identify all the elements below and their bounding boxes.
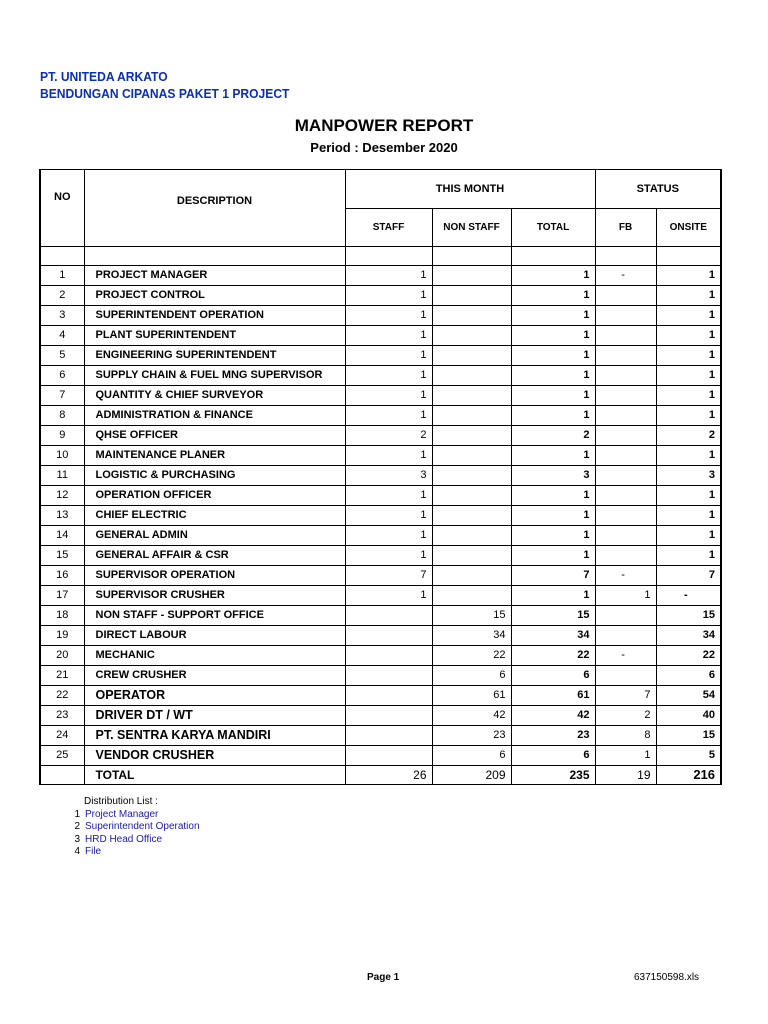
- row-total: 6: [511, 666, 595, 686]
- row-total: 23: [511, 726, 595, 746]
- row-description: QHSE OFFICER: [84, 426, 345, 446]
- row-no: 12: [40, 486, 84, 506]
- row-description: SUPERINTENDENT OPERATION: [84, 306, 345, 326]
- row-non-staff: [432, 266, 511, 286]
- row-no: 9: [40, 426, 84, 446]
- distribution-item-label: HRD Head Office: [85, 833, 163, 845]
- row-total: 1: [511, 406, 595, 426]
- table-row: [40, 626, 721, 646]
- distribution-list: [60, 796, 200, 859]
- row-onsite: 1: [656, 366, 721, 386]
- row-description: MECHANIC: [84, 646, 345, 666]
- row-onsite: 1: [656, 326, 721, 346]
- row-total: 1: [511, 286, 595, 306]
- row-staff: 1: [345, 286, 432, 306]
- header-row-1: [40, 170, 721, 209]
- row-non-staff: 22: [432, 646, 511, 666]
- project-name: BENDUNGAN CIPANAS PAKET 1 PROJECT: [40, 86, 290, 101]
- row-no: 7: [40, 386, 84, 406]
- total-total: 235: [511, 766, 595, 785]
- row-non-staff: [432, 526, 511, 546]
- row-staff: 1: [345, 506, 432, 526]
- row-non-staff: [432, 506, 511, 526]
- report-title: MANPOWER REPORT: [294, 116, 474, 135]
- page-number: Page 1: [367, 972, 400, 983]
- col-header-fb: FB: [595, 209, 656, 247]
- row-total: 1: [511, 446, 595, 466]
- row-description: PT. SENTRA KARYA MANDIRI: [84, 726, 345, 746]
- row-no: 8: [40, 406, 84, 426]
- row-staff: 1: [345, 546, 432, 566]
- table-row: [40, 546, 721, 566]
- row-onsite: -: [656, 586, 721, 606]
- row-onsite: 6: [656, 666, 721, 686]
- row-non-staff: 6: [432, 666, 511, 686]
- table-row: [40, 486, 721, 506]
- row-total: 61: [511, 686, 595, 706]
- row-description: GENERAL AFFAIR & CSR: [84, 546, 345, 566]
- row-non-staff: 15: [432, 606, 511, 626]
- row-non-staff: [432, 386, 511, 406]
- total-staff: 26: [345, 766, 432, 785]
- row-no: 1: [40, 266, 84, 286]
- row-onsite: 1: [656, 266, 721, 286]
- row-description: GENERAL ADMIN: [84, 526, 345, 546]
- row-no: 23: [40, 706, 84, 726]
- row-description: MAINTENANCE PLANER: [84, 446, 345, 466]
- table-row: [40, 526, 721, 546]
- row-no: 2: [40, 286, 84, 306]
- row-non-staff: [432, 326, 511, 346]
- row-fb: -: [595, 646, 656, 666]
- row-fb: [595, 326, 656, 346]
- company-header: [40, 68, 289, 102]
- row-fb: [595, 506, 656, 526]
- file-name: 637150598.xls: [634, 972, 700, 983]
- row-description: DIRECT LABOUR: [84, 626, 345, 646]
- row-description: ENGINEERING SUPERINTENDENT: [84, 346, 345, 366]
- total-label: TOTAL: [84, 766, 345, 785]
- row-fb: [595, 286, 656, 306]
- col-header-non-staff: NON STAFF: [432, 209, 511, 247]
- distribution-item-number: 4: [74, 846, 80, 857]
- row-fb: [595, 666, 656, 686]
- row-onsite: 1: [656, 306, 721, 326]
- row-fb: [595, 606, 656, 626]
- table-row: [40, 386, 721, 406]
- row-onsite: 2: [656, 426, 721, 446]
- row-staff: 1: [345, 586, 432, 606]
- distribution-item: [60, 821, 200, 834]
- row-total: 1: [511, 546, 595, 566]
- table-row: [40, 306, 721, 326]
- row-fb: [595, 406, 656, 426]
- row-staff: 3: [345, 466, 432, 486]
- row-staff: [345, 666, 432, 686]
- row-no: 19: [40, 626, 84, 646]
- row-fb: 7: [595, 686, 656, 706]
- row-staff: 1: [345, 366, 432, 386]
- report-period: Period : Desember 2020: [310, 140, 458, 155]
- row-no: 15: [40, 546, 84, 566]
- row-staff: 1: [345, 386, 432, 406]
- row-non-staff: 61: [432, 686, 511, 706]
- row-staff: 1: [345, 526, 432, 546]
- row-fb: -: [595, 566, 656, 586]
- manpower-table: [39, 169, 722, 785]
- row-fb: [595, 526, 656, 546]
- row-description: PLANT SUPERINTENDENT: [84, 326, 345, 346]
- row-total: 7: [511, 566, 595, 586]
- total-no-cell: [40, 766, 84, 785]
- row-onsite: 15: [656, 606, 721, 626]
- row-no: 20: [40, 646, 84, 666]
- table-row: [40, 366, 721, 386]
- row-total: 6: [511, 746, 595, 766]
- col-header-staff: STAFF: [345, 209, 432, 247]
- row-fb: 8: [595, 726, 656, 746]
- row-onsite: 1: [656, 526, 721, 546]
- row-total: 1: [511, 526, 595, 546]
- row-description: PROJECT CONTROL: [84, 286, 345, 306]
- row-staff: 1: [345, 266, 432, 286]
- row-staff: [345, 706, 432, 726]
- row-no: 3: [40, 306, 84, 326]
- distribution-item-number: 3: [74, 833, 80, 845]
- col-header-total: TOTAL: [511, 209, 595, 247]
- row-no: 13: [40, 506, 84, 526]
- row-total: 1: [511, 506, 595, 526]
- row-staff: [345, 746, 432, 766]
- col-header-status: STATUS: [595, 170, 721, 209]
- distribution-item-number: 1: [74, 808, 80, 820]
- row-description: SUPERVISOR CRUSHER: [84, 586, 345, 606]
- row-total: 1: [511, 326, 595, 346]
- distribution-item: [60, 846, 200, 859]
- col-header-description: DESCRIPTION: [84, 170, 345, 247]
- row-non-staff: [432, 486, 511, 506]
- row-total: 42: [511, 706, 595, 726]
- row-onsite: 40: [656, 706, 721, 726]
- distribution-item-label: File: [85, 846, 102, 857]
- row-description: CHIEF ELECTRIC: [84, 506, 345, 526]
- col-header-this-month: THIS MONTH: [345, 170, 595, 209]
- row-staff: 1: [345, 406, 432, 426]
- row-total: 2: [511, 426, 595, 446]
- row-description: DRIVER DT / WT: [84, 706, 345, 726]
- table-row: [40, 406, 721, 426]
- row-total: 1: [511, 266, 595, 286]
- row-fb: [595, 346, 656, 366]
- row-onsite: 1: [656, 486, 721, 506]
- row-no: 10: [40, 446, 84, 466]
- row-fb: [595, 486, 656, 506]
- distribution-item: [60, 809, 200, 822]
- row-non-staff: [432, 286, 511, 306]
- row-fb: [595, 466, 656, 486]
- distribution-heading: Distribution List :: [84, 796, 158, 807]
- row-staff: 7: [345, 566, 432, 586]
- row-total: 1: [511, 386, 595, 406]
- row-non-staff: [432, 366, 511, 386]
- col-header-no: NO: [40, 170, 84, 247]
- distribution-item-label: Superintendent Operation: [85, 821, 200, 832]
- row-fb: [595, 366, 656, 386]
- company-name: PT. UNITEDA ARKATO: [40, 69, 168, 84]
- row-staff: 1: [345, 486, 432, 506]
- table-row: [40, 666, 721, 686]
- table-row: [40, 466, 721, 486]
- row-no: 18: [40, 606, 84, 626]
- table-row: [40, 746, 721, 766]
- row-non-staff: [432, 426, 511, 446]
- row-no: 21: [40, 666, 84, 686]
- row-description: ADMINISTRATION & FINANCE: [84, 406, 345, 426]
- row-no: 22: [40, 686, 84, 706]
- row-description: NON STAFF - SUPPORT OFFICE: [84, 606, 345, 626]
- row-non-staff: 23: [432, 726, 511, 746]
- table-row: [40, 586, 721, 606]
- row-staff: 1: [345, 346, 432, 366]
- row-no: 14: [40, 526, 84, 546]
- row-staff: 1: [345, 306, 432, 326]
- row-no: 11: [40, 466, 84, 486]
- row-no: 25: [40, 746, 84, 766]
- row-no: 6: [40, 366, 84, 386]
- table-row: [40, 346, 721, 366]
- row-description: OPERATOR: [84, 686, 345, 706]
- row-staff: 1: [345, 326, 432, 346]
- row-onsite: 1: [656, 346, 721, 366]
- row-staff: [345, 606, 432, 626]
- row-onsite: 15: [656, 726, 721, 746]
- table-row: [40, 706, 721, 726]
- row-onsite: 1: [656, 506, 721, 526]
- row-total: 34: [511, 626, 595, 646]
- row-no: 17: [40, 586, 84, 606]
- row-description: OPERATION OFFICER: [84, 486, 345, 506]
- row-description: SUPPLY CHAIN & FUEL MNG SUPERVISOR: [84, 366, 345, 386]
- row-onsite: 1: [656, 546, 721, 566]
- table-row: [40, 506, 721, 526]
- row-total: 15: [511, 606, 595, 626]
- row-description: CREW CRUSHER: [84, 666, 345, 686]
- total-fb: 19: [595, 766, 656, 785]
- row-fb: [595, 386, 656, 406]
- table-row: [40, 426, 721, 446]
- row-staff: [345, 646, 432, 666]
- row-onsite: 7: [656, 566, 721, 586]
- distribution-item: [60, 834, 200, 847]
- row-onsite: 54: [656, 686, 721, 706]
- row-description: PROJECT MANAGER: [84, 266, 345, 286]
- row-no: 16: [40, 566, 84, 586]
- col-header-onsite: ONSITE: [656, 209, 721, 247]
- table-row: [40, 606, 721, 626]
- table-row: [40, 566, 721, 586]
- distribution-item-label: Project Manager: [85, 808, 159, 820]
- row-onsite: 1: [656, 406, 721, 426]
- row-onsite: 22: [656, 646, 721, 666]
- row-non-staff: 6: [432, 746, 511, 766]
- row-non-staff: [432, 446, 511, 466]
- row-staff: [345, 626, 432, 646]
- row-fb: [595, 546, 656, 566]
- row-description: VENDOR CRUSHER: [84, 746, 345, 766]
- total-non-staff: 209: [432, 766, 511, 785]
- row-non-staff: 34: [432, 626, 511, 646]
- row-onsite: 3: [656, 466, 721, 486]
- row-onsite: 34: [656, 626, 721, 646]
- row-non-staff: 42: [432, 706, 511, 726]
- row-non-staff: [432, 566, 511, 586]
- row-total: 1: [511, 346, 595, 366]
- row-total: 3: [511, 466, 595, 486]
- row-non-staff: [432, 406, 511, 426]
- row-description: QUANTITY & CHIEF SURVEYOR: [84, 386, 345, 406]
- row-non-staff: [432, 466, 511, 486]
- table-row: [40, 446, 721, 466]
- table-row: [40, 266, 721, 286]
- table-row: [40, 286, 721, 306]
- row-non-staff: [432, 546, 511, 566]
- row-onsite: 1: [656, 386, 721, 406]
- row-non-staff: [432, 306, 511, 326]
- row-fb: 1: [595, 586, 656, 606]
- total-onsite: 216: [656, 766, 721, 785]
- row-non-staff: [432, 346, 511, 366]
- row-fb: [595, 626, 656, 646]
- row-non-staff: [432, 586, 511, 606]
- row-total: 1: [511, 306, 595, 326]
- row-onsite: 1: [656, 286, 721, 306]
- row-total: 22: [511, 646, 595, 666]
- row-no: 24: [40, 726, 84, 746]
- row-fb: [595, 446, 656, 466]
- row-total: 1: [511, 486, 595, 506]
- table-row: [40, 686, 721, 706]
- table-row: [40, 326, 721, 346]
- row-fb: [595, 306, 656, 326]
- row-staff: [345, 726, 432, 746]
- row-total: 1: [511, 586, 595, 606]
- spacer-row: [40, 247, 721, 266]
- row-onsite: 5: [656, 746, 721, 766]
- row-description: LOGISTIC & PURCHASING: [84, 466, 345, 486]
- row-staff: 1: [345, 446, 432, 466]
- row-fb: 1: [595, 746, 656, 766]
- row-fb: 2: [595, 706, 656, 726]
- row-onsite: 1: [656, 446, 721, 466]
- row-fb: -: [595, 266, 656, 286]
- row-description: SUPERVISOR OPERATION: [84, 566, 345, 586]
- table-row: [40, 646, 721, 666]
- row-staff: [345, 686, 432, 706]
- total-row: [40, 766, 721, 785]
- row-no: 4: [40, 326, 84, 346]
- table-row: [40, 726, 721, 746]
- row-fb: [595, 426, 656, 446]
- row-total: 1: [511, 366, 595, 386]
- row-staff: 2: [345, 426, 432, 446]
- distribution-item-number: 2: [74, 821, 80, 832]
- row-no: 5: [40, 346, 84, 366]
